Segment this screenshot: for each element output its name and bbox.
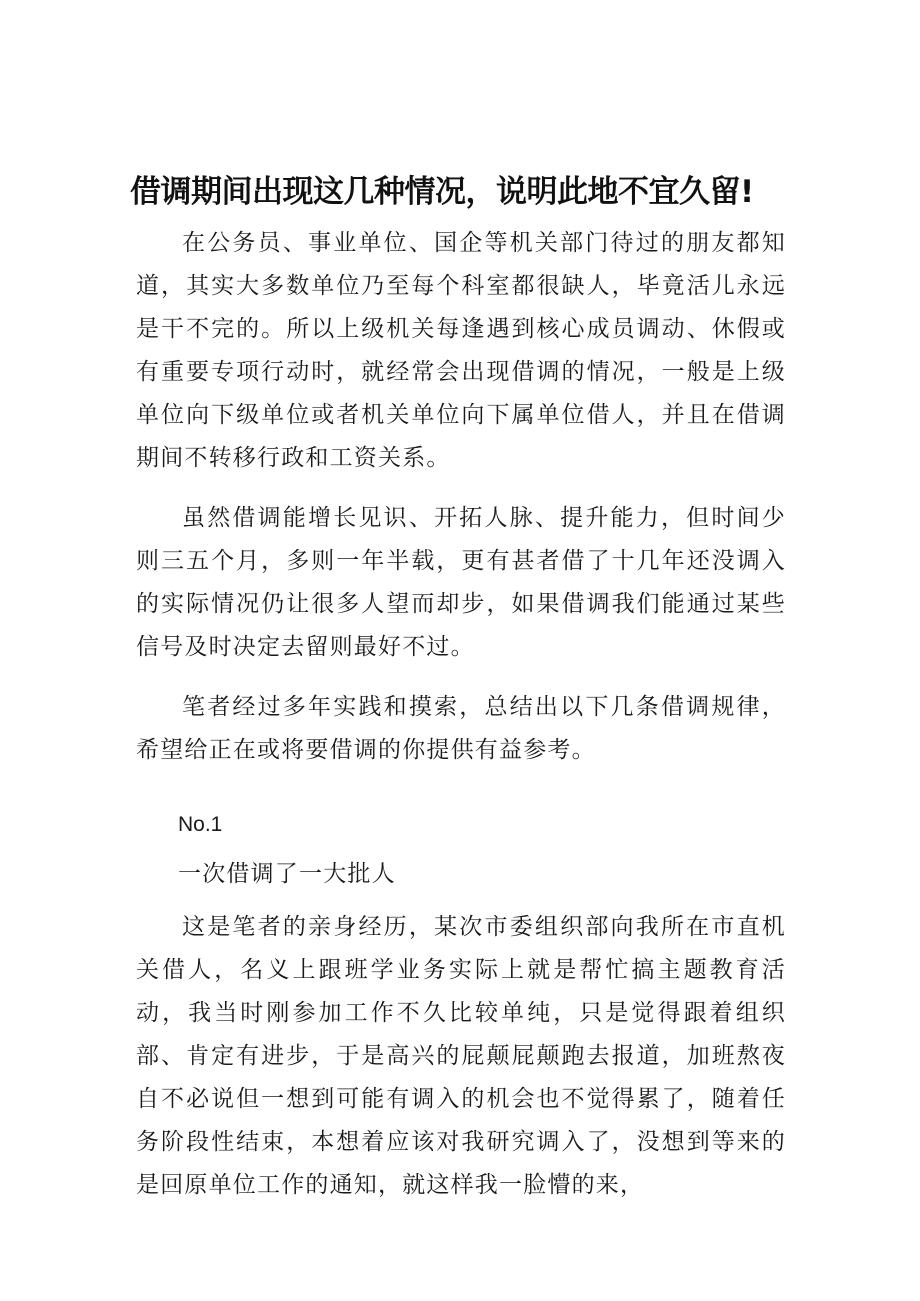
article-body [136, 222, 786, 1224]
section-subtitle: 一次借调了一大批人 [178, 861, 396, 887]
section-paragraph: 这是笔者的亲身经历，某次市委组织部向我所在市直机关借人，名义上跟班学业务实际上就是帮忙搞主题教育活动，我当时刚参加工作不久比较单纯，只是觉得跟着组织部、肯定有进步，于是高兴的屁颠屁颠跑去报道，加班熬夜自不必说但一想到可能有调入的机会也不觉得累了，随着任务阶段性结束，本想着应该对我研究调入了，没想到等来的是回原单位工作的通知，就这样我一脸懵的来， [136, 914, 786, 1198]
reason-paragraph: 虽然借调能增长见识、开拓人脉、提升能力，但时间少则三五个月，多则一年半载，更有甚者借了十几年还没调入的实际情况仍让很多人望而却步，如果借调我们能通过某些信号及时决定去留则最好不过。 [136, 505, 786, 660]
intro-paragraph: 在公务员、事业单位、国企等机关部门待过的朋友都知道，其实大多数单位乃至每个科室都很缺人，毕竟活儿永远是干不完的。所以上级机关每逢遇到核心成员调动、休假或有重要专项行动时，就经常会出现借调的情况，一般是上级单位向下级单位或者机关单位向下属单位借人，并且在借调期间不转移行政和工资关系。 [136, 230, 786, 471]
purpose-paragraph: 笔者经过多年实践和摸索，总结出以下几条借调规律，希望给正在或将要借调的你提供有益参考。 [136, 694, 786, 763]
article-title: 借调期间出现这几种情况，说明此地不宜久留! [130, 174, 754, 210]
section-number: No.1 [178, 813, 223, 836]
